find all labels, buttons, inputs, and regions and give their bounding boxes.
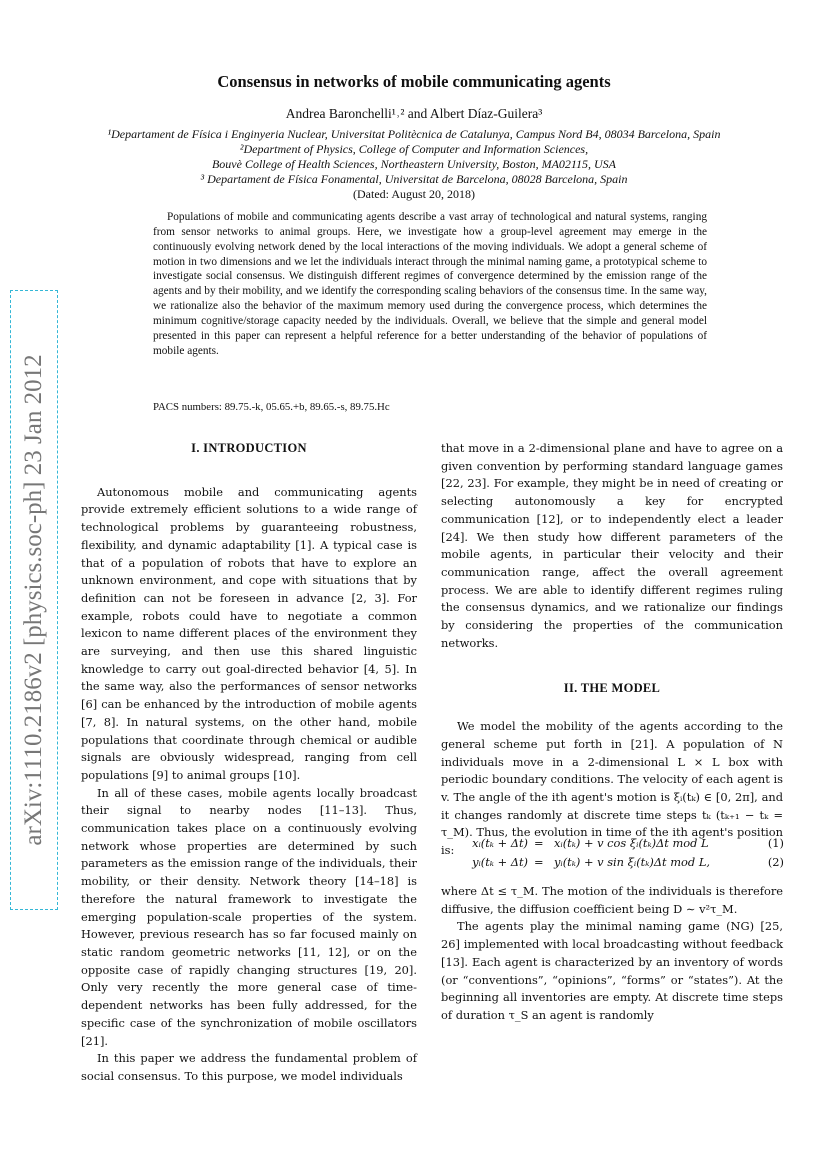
section-heading-model: II. THE MODEL [563,681,661,696]
model-paragraph-2: where Δt ≤ τ_M. The motion of the individuals is therefore diffusive, the diffusion coefficient being D ∼ v²τ_M. [441,884,783,916]
model-paragraph-3: The agents play the minimal naming game (NG) [25, 26] implemented with local broadcasting without feedback [13]. Each agent is characterized by an inventory of words (or “conventions”, “opinions”, “forms” or “states”). At the beginning all inventories are empty. At discrete time steps of duration τ_S an agent is randomly [441,919,783,1022]
right-column [441,440,783,860]
equation-2-number: (2) [767,855,784,869]
equation-2-lhs: yᵢ(tₖ + Δt) [472,855,528,869]
paper-authors: Andrea Baronchelli¹˒² and Albert Díaz-Guilera³ [285,106,543,121]
equation-1-number: (1) [767,836,784,850]
equation-2 [438,855,784,873]
intro-paragraph-3: In this paper we address the fundamental problem of social consensus. To this purpose, we model individuals [81,1051,417,1083]
intro-paragraph-1: Autonomous mobile and communicating agents provide extremely efficient solutions to a wide range of technological problems by guaranteeing robustness, flexibility, and dynamic adaptability [1]. A typical case is that of a population of robots that have to explore an unknown environment, and cope with situations that by definition can not be foreseen in advance [2, 3]. For example, robots could have to negotiate a common lexicon to name different places of the environment they are surveying, and then use this shared linguistic knowledge to carry out goal-directed behavior [4, 5]. In the same way, also the performances of sensor networks [6] can be enhanced by the introduction of mobile agents [7, 8]. In natural systems, on the other hand, mobile populations that coordinate through chemical or audible signals are obviously widespread, ranging from cell populations [9] to animal groups [10]. [81,484,417,782]
left-column [81,440,417,1086]
section-heading-introduction: I. INTRODUCTION [191,441,307,455]
equation-1-rhs: xᵢ(tₖ) + v cos ξᵢ(tₖ)Δt mod L [554,836,709,850]
affiliation-2: ²Department of Physics, College of Computer and Information Sciences, [239,142,589,156]
intro-paragraph-2: In all of these cases, mobile agents locally broadcast their signal to nearby nodes [11–13]. Thus, communication takes place on a continuously evolving network whose properties are determined by such parameters as the emission range of the individuals, their mobility, or their density. Network theory [14–18] is therefore the natural framework to investigate the emerging population-scale properties of the system. However, previous research has so far focused mainly on static random geometric networks [11, 12], or on the opposite case of rapidly changing structures [19, 20]. Only very recently the more general case of time-dependent networks has been fully addressed, for the specific case of the synchronization of mobile oscillators [21]. [81,785,417,1048]
arxiv-stamp [10,290,58,910]
pacs-numbers: PACS numbers: 89.75.-k, 05.65.+b, 89.65.-s, 89.75.Hc [153,401,390,413]
affiliation-2b: Bouvè College of Health Sciences, Northeastern University, Boston, MA02115, USA [211,157,617,171]
paper-title: Consensus in networks of mobile communicating agents [217,72,611,91]
equation-1-lhs: xᵢ(tₖ + Δt) [472,836,528,850]
equation-1-equals: = [534,836,544,850]
equation-1 [438,836,784,854]
equation-2-rhs: yᵢ(tₖ) + v sin ξᵢ(tₖ)Δt mod L, [554,855,710,869]
equation-2-equals: = [534,855,544,869]
affiliation-1: ¹Departament de Física i Enginyeria Nuclear, Universitat Politècnica de Catalunya, Campus Nord B4, 08034 Barcelona, Spain [107,127,721,141]
right-column-lower [441,883,783,1025]
arxiv-id: arXiv:1110.2186v2 [physics.soc-ph] 23 Jan 2012 [20,354,47,846]
paper-date: (Dated: August 20, 2018) [353,187,475,201]
intro-paragraph-continued: that move in a 2-dimensional plane and have to agree on a given convention by performing standard language games [22, 23]. For example, they might be in need of creating or selecting autonomously a key for encrypted communication [12], or to independently elect a leader [24]. We then study how different parameters of the mobile agents, in particular their velocity and their communication range, affect the overall agreement process. We are able to identify different regimes ruling the consensus dynamics, and we rationalize our findings by considering the properties of the communication networks. [441,441,783,650]
abstract: Populations of mobile and communicating agents describe a vast array of technological and natural systems, ranging from sensor networks to animal groups. Here, we investigate how a group-level agreement may emerge in the continuously evolving network dened by the local interactions of the moving individuals. We adopt a general scheme of motion in two dimensions and we let the individuals interact through the minimal naming game, a prototypical scheme to investigate social consensus. We distinguish different regimes of convergence determined by the emission range of the agents and by their mobility, and we identify the corresponding scaling behaviors of the consensus time. In the same way, we rationalize also the behavior of the maximum memory used during the convergence process, which determines the minimum cognitive/storage capacity needed by the individuals. Overall, we believe that the simple and general model presented in this paper can represent a helpful reference for a better understanding of the behavior of populations of mobile agents. [153,211,707,357]
model-paragraph-1: We model the mobility of the agents according to the general scheme put forth in [21]. A population of N individuals move in a 2-dimensional L × L box with periodic boundary conditions. The velocity of each agent is v. The angle of the ith agent's motion is ξᵢ(tₖ) ∈ [0, 2π], and it changes randomly at discrete time steps tₖ (tₖ₊₁ − tₖ = τ_M). Thus, the evolution in time of the ith agent's position is: [441,719,783,858]
affiliation-3: ³ Departament de Física Fonamental, Universitat de Barcelona, 08028 Barcelona, Spain [200,172,628,186]
